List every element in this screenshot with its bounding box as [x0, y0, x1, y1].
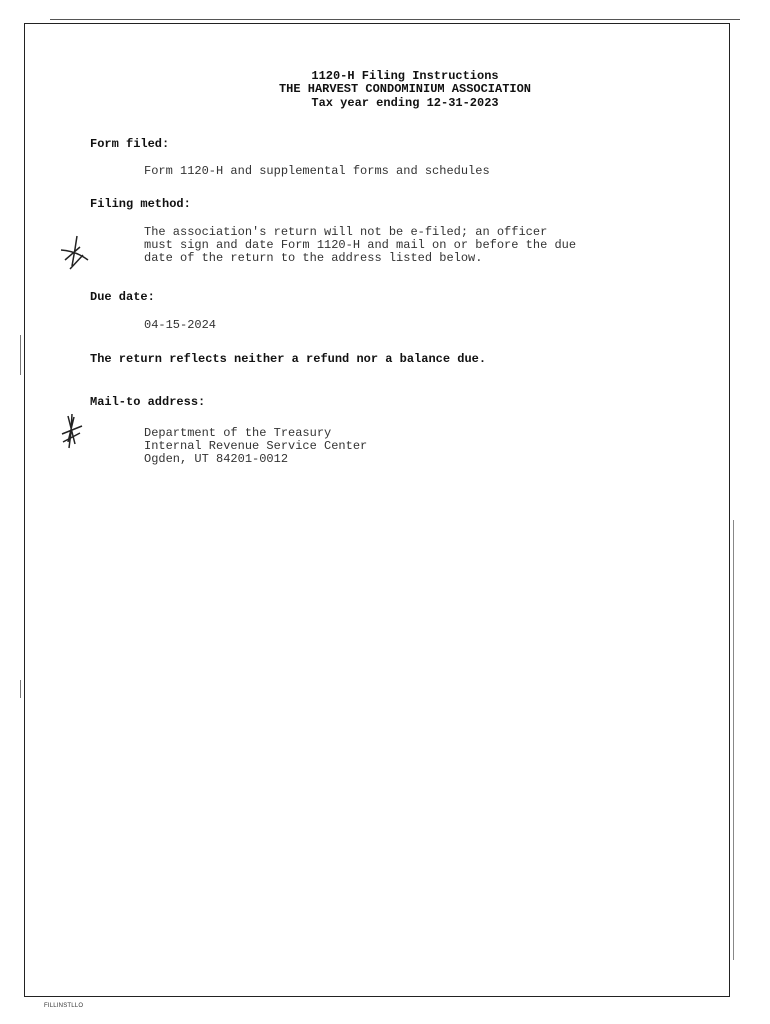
handwritten-asterisk-mark [58, 233, 98, 273]
tax-year: Tax year ending 12-31-2023 [311, 96, 499, 110]
footer-code: FILLINSTLLO [44, 1003, 84, 1009]
filing-method-line: The association's return will not be e-filed; an officer [144, 225, 548, 239]
mail-to-line: Ogden, UT 84201-0012 [144, 452, 289, 466]
margin-tick [20, 335, 21, 375]
mail-to-line: Department of the Treasury [144, 426, 332, 440]
top-rule [50, 19, 740, 20]
document-title: 1120-H Filing Instructions [311, 69, 499, 83]
filing-method-line: must sign and date Form 1120-H and mail on or before the due [144, 238, 577, 252]
form-filed-label: Form filed: [90, 137, 170, 151]
mail-to-label: Mail-to address: [90, 395, 206, 409]
balance-statement: The return reflects neither a refund nor a balance due. [90, 352, 487, 366]
margin-tick [20, 680, 21, 698]
due-date-value: 04-15-2024 [144, 318, 217, 332]
association-name: THE HARVEST CONDOMINIUM ASSOCIATION [278, 82, 532, 96]
form-filed-text: Form 1120-H and supplemental forms and schedules [144, 164, 490, 178]
handwritten-asterisk-mark [58, 412, 88, 452]
mail-to-line: Internal Revenue Service Center [144, 439, 368, 453]
margin-tick [733, 520, 734, 960]
due-date-label: Due date: [90, 290, 155, 304]
filing-method-line: date of the return to the address listed below. [144, 251, 483, 265]
filing-method-label: Filing method: [90, 197, 191, 211]
